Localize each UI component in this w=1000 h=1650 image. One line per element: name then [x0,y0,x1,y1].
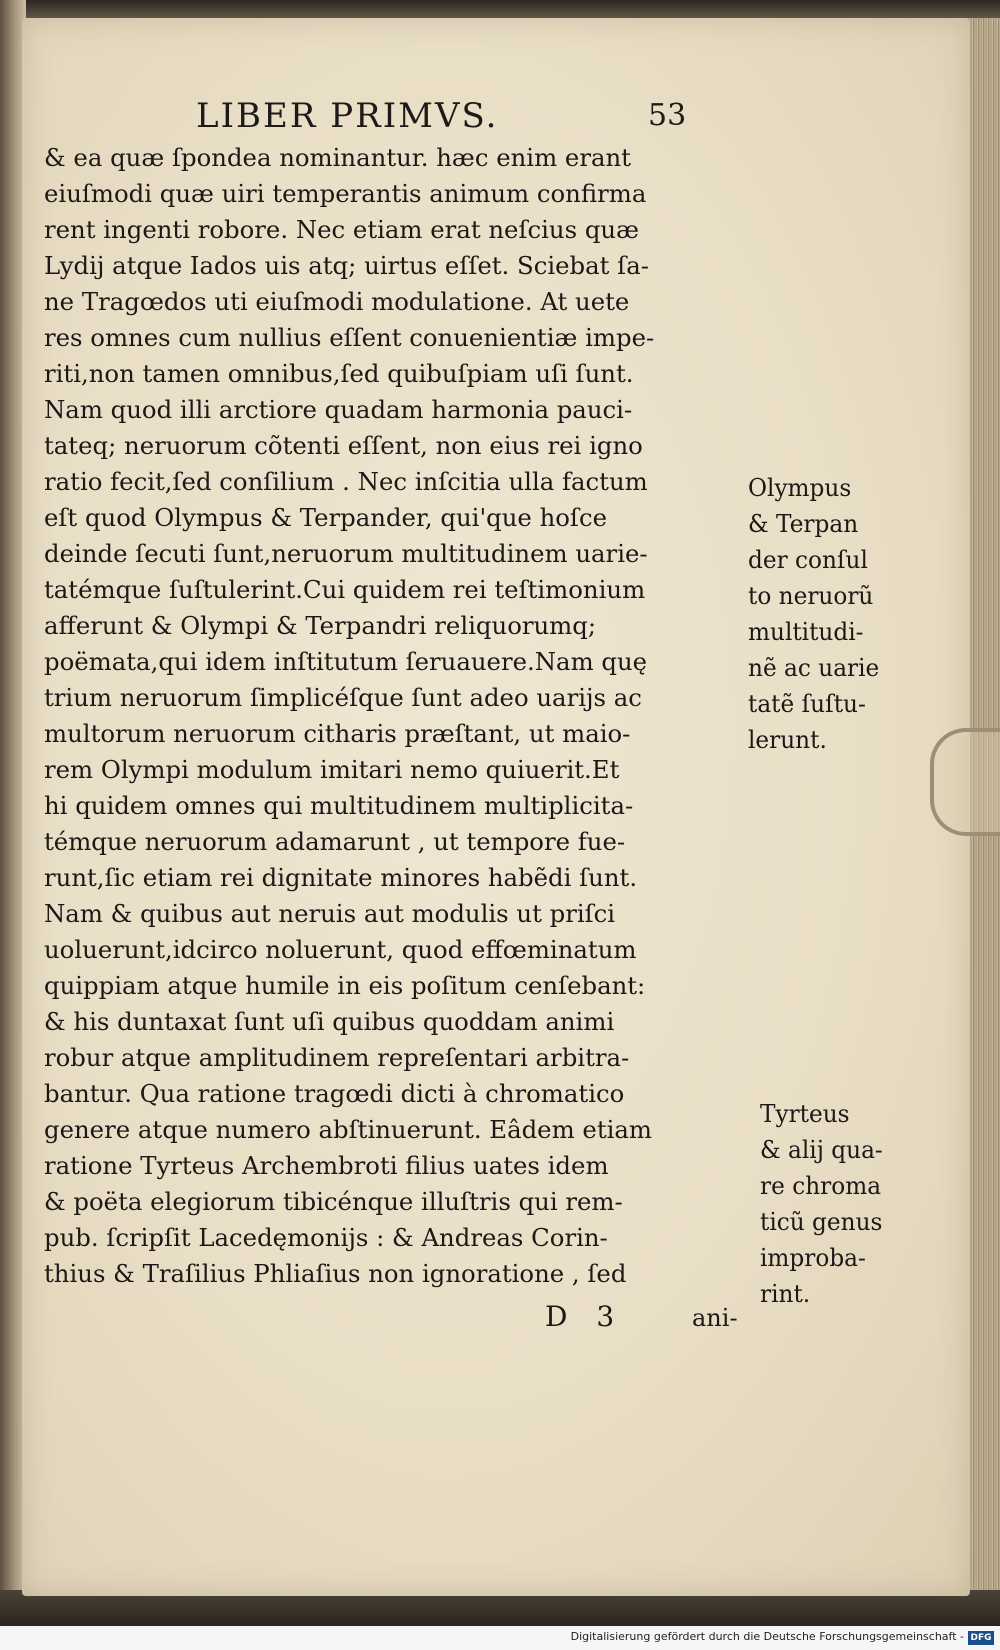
text-line: multorum neruorum citharis præſtant, ut maio- [44,719,631,748]
text-line: res omnes cum nullius eſſent conuenientiæ impe- [44,323,655,352]
text-line: rent ingenti robore. Nec etiam erat neſcius quæ [44,215,640,244]
text-line: genere atque numero abſtinuerunt. Eâdem etiam [44,1115,653,1144]
marginal-note-line: to neruorũ [748,581,874,610]
text-line: deinde ſecuti ſunt,neruorum multitudinem uarie- [44,539,648,568]
text-line: tatémque ſuſtulerint.Cui quidem rei teſtimonium [44,575,646,604]
text-line: ratione Tyrteus Archembroti filius uates idem [44,1151,609,1180]
text-line: pub. ſcripſit Lacedęmonijs : & Andreas Corin- [44,1223,608,1252]
dfg-logo: DFG [968,1631,994,1645]
signature-mark: D 3 [545,1300,625,1333]
text-line: Nam quod illi arctiore quadam harmonia pauci- [44,395,633,424]
marginal-note-line: der conſul [748,545,868,574]
running-header [196,96,716,146]
text-line: thius & Traſilius Phliaſius non ignoratione , ſed [44,1259,627,1288]
text-line: eiuſmodi quæ uiri temperantis animum confirma [44,179,647,208]
text-line: Nam & quibus aut neruis aut modulis ut priſci [44,899,616,928]
text-line: robur atque amplitudinem repreſentari arbitra- [44,1043,630,1072]
marginal-note-olympus [748,470,938,758]
marginal-note-line: rint. [760,1279,811,1308]
marginal-note-line: multitudi- [748,617,864,646]
text-line: trium neruorum ſimplicéſque ſunt adeo uarijs ac [44,683,642,712]
marginal-note-line: Tyrteus [760,1099,850,1128]
marginal-note-line: nẽ ac uarie [748,653,880,682]
marginal-note-line: re chroma [760,1171,882,1200]
text-line: ne Tragœdos uti eiuſmodi modulatione. At uete [44,287,630,316]
marginal-note-line: tatẽ ſuſtu- [748,689,866,718]
text-line: quippiam atque humile in eis poſitum cenſebant: [44,971,646,1000]
text-line: ratio fecit,ſed conſilium . Nec inſcitia ulla factum [44,467,648,496]
page-footer [545,1300,785,1340]
text-line: tateq; neruorum cõtenti eſſent, non eius rei igno [44,431,643,460]
marginal-note-line: & alij qua- [760,1135,883,1164]
credit-bar [0,1626,1000,1650]
marginal-note-tyrteus [760,1096,950,1312]
text-line: rem Olympi modulum imitari nemo quiuerit.Et [44,755,620,784]
text-line: runt,ſic etiam rei dignitate minores habẽdi ſunt. [44,863,638,892]
running-title: LIBER PRIMVS. [196,96,499,136]
text-line: riti,non tamen omnibus,ſed quibuſpiam uſi ſunt. [44,359,634,388]
text-line: & poëta elegiorum tibicénque illuſtris qui rem- [44,1187,623,1216]
marginal-note-line: lerunt. [748,725,827,754]
text-line: & ea quæ ſpondea nominantur. hæc enim erant [44,143,631,172]
marginal-note-line: & Terpan [748,509,859,538]
text-line: afferunt & Olympi & Terpandri reliquorumq; [44,611,597,640]
text-line: témque neruorum adamarunt , ut tempore fue- [44,827,626,856]
text-line: eſt quod Olympus & Terpander, qui'que hoſce [44,503,608,532]
text-line: uoluerunt,idcirco noluerunt, quod effœminatum [44,935,637,964]
text-line: hi quidem omnes qui multitudinem multiplicita- [44,791,634,820]
text-line: Lydij atque Iados uis atq; uirtus eſſet. Sciebat ſa- [44,251,649,280]
text-line: bantur. Qua ratione tragœdi dicti à chromatico [44,1079,625,1108]
clasp-loop [930,728,1000,836]
catchword: ani- [692,1304,738,1332]
marginal-note-line: Olympus [748,473,852,502]
text-line: poëmata,qui idem inſtitutum ſeruauere.Nam quę [44,647,648,676]
main-text-block [44,140,744,1292]
credit-text: Digitalisierung gefördert durch die Deutsche Forschungsgemeinschaft - [570,1630,964,1643]
marginal-note-line: improba- [760,1243,866,1272]
folio-number: 53 [648,98,687,133]
marginal-note-line: ticũ genus [760,1207,883,1236]
text-line: & his duntaxat ſunt uſi quibus quoddam animi [44,1007,615,1036]
